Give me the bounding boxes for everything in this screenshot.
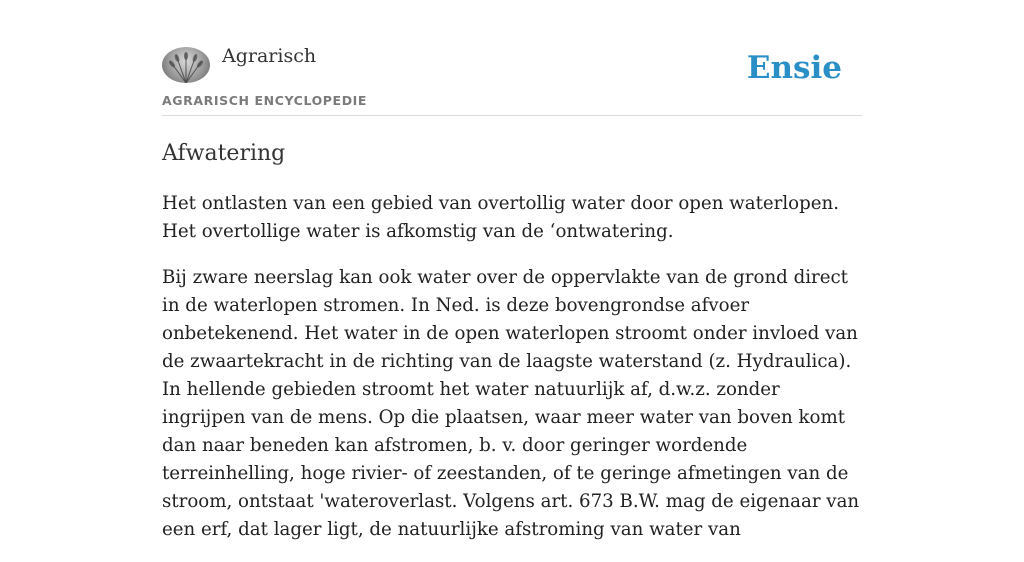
- wheat-logo-icon[interactable]: [162, 47, 210, 83]
- ensie-brand-link[interactable]: Ensie: [746, 50, 842, 86]
- site-subtitle: AGRARISCH ENCYCLOPEDIE: [162, 93, 368, 108]
- site-name-link[interactable]: Agrarisch: [222, 45, 317, 67]
- article-title: Afwatering: [162, 141, 286, 166]
- article: [162, 138, 862, 562]
- article-paragraph-1: Het ontlasten van een gebied van overtollig water door open waterlopen. Het overtollige water is afkomstig van de ‘ontwatering.: [162, 193, 840, 242]
- wheat-logo-graphic: [162, 47, 210, 83]
- site-header: [162, 0, 862, 116]
- header-divider: [162, 115, 862, 116]
- article-paragraph-2: Bij zware neerslag kan ook water over de oppervlakte van de grond direct in de waterlopen stromen. In Ned. is deze bovengrondse afvoer onbetekenend. Het water in de open waterlopen stroomt onder invloed van de zwaartekracht in de richting van de laagste waterstand (z. Hydraulica). In hellende gebieden stroomt het water natuurlijk af, d.w.z. zonder ingrijpen van de mens. Op die plaatsen, waar meer water van boven komt dan naar beneden kan afstromen, b. v. door geringer wordende terreinhelling, hoge rivier- of zeestanden, of te geringe afmetingen van de stroom, ontstaat 'wateroverlast. Volgens art. 673 B.W. mag de eigenaar van een erf, dat lager ligt, de natuurlijke afstroming van water van: [162, 267, 860, 540]
